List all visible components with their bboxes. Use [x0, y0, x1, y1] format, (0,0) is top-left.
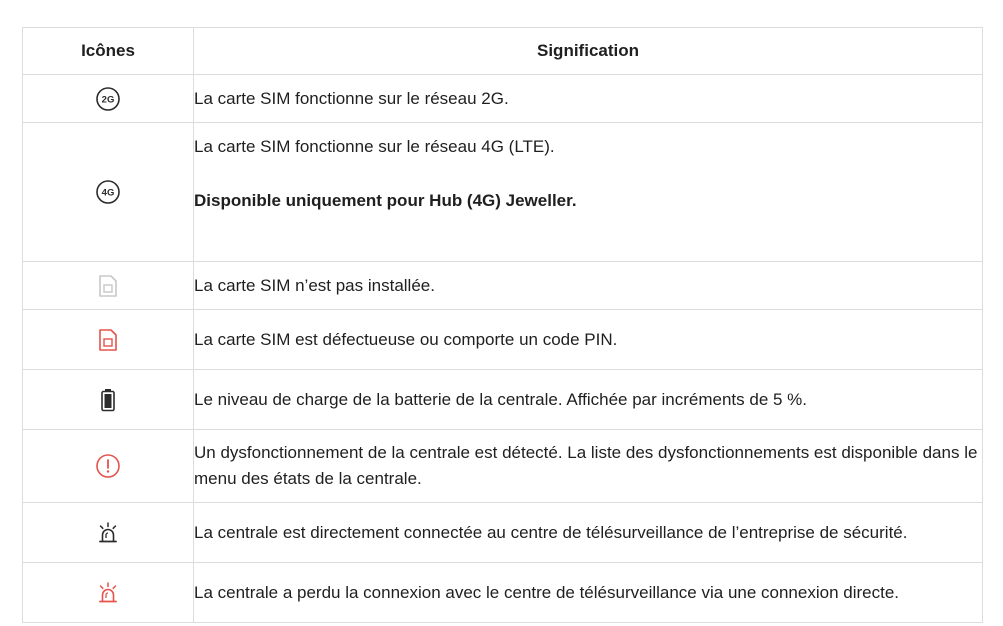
table-row — [23, 370, 983, 430]
table-row — [23, 310, 983, 370]
sim-card-error-icon — [97, 327, 119, 353]
meaning-cell: La centrale est directement connectée au centre de télésurveillance de l’entreprise de sécurité. — [194, 503, 983, 563]
meaning-cell — [194, 123, 983, 262]
header-icons: Icônes — [23, 28, 194, 75]
meaning-cell: La carte SIM fonctionne sur le réseau 2G. — [194, 75, 983, 123]
table-row — [23, 503, 983, 563]
table-row — [23, 123, 983, 262]
alarm-siren-disconnected-icon — [95, 580, 121, 606]
table-row — [23, 262, 983, 310]
meaning-cell: La carte SIM est défectueuse ou comporte un code PIN. — [194, 310, 983, 370]
meaning-text: La carte SIM fonctionne sur le réseau 4G (LTE). — [194, 137, 555, 156]
battery-icon — [99, 387, 117, 413]
4g-network-icon — [95, 179, 121, 205]
meaning-cell: Un dysfonctionnement de la centrale est détecté. La liste des dysfonctionnements est disponible dans le menu des états de la centrale. — [194, 430, 983, 503]
meaning-cell: Le niveau de charge de la batterie de la centrale. Affichée par incréments de 5 %. — [194, 370, 983, 430]
icon-cell — [23, 370, 194, 430]
icon-cell — [23, 75, 194, 123]
icon-cell — [23, 123, 194, 262]
alarm-siren-connected-icon — [95, 520, 121, 546]
header-meaning: Signification — [194, 28, 983, 75]
4g-icon-text: 4G — [101, 187, 115, 199]
icon-cell — [23, 430, 194, 503]
malfunction-warning-icon — [95, 453, 121, 479]
icon-cell — [23, 262, 194, 310]
sim-card-missing-icon — [97, 273, 119, 299]
2g-network-icon — [95, 86, 121, 112]
icon-legend-table — [22, 27, 983, 623]
meaning-cell: La centrale a perdu la connexion avec le centre de télésurveillance via une connexion directe. — [194, 563, 983, 623]
meaning-cell: La carte SIM n’est pas installée. — [194, 262, 983, 310]
table-row — [23, 563, 983, 623]
table-row — [23, 430, 983, 503]
2g-icon-text: 2G — [101, 94, 115, 106]
icon-cell — [23, 503, 194, 563]
icon-cell — [23, 310, 194, 370]
availability-note: Disponible uniquement pour Hub (4G) Jeweller. — [194, 191, 577, 210]
icon-cell — [23, 563, 194, 623]
table-row — [23, 75, 983, 123]
table-header-row — [23, 28, 983, 75]
